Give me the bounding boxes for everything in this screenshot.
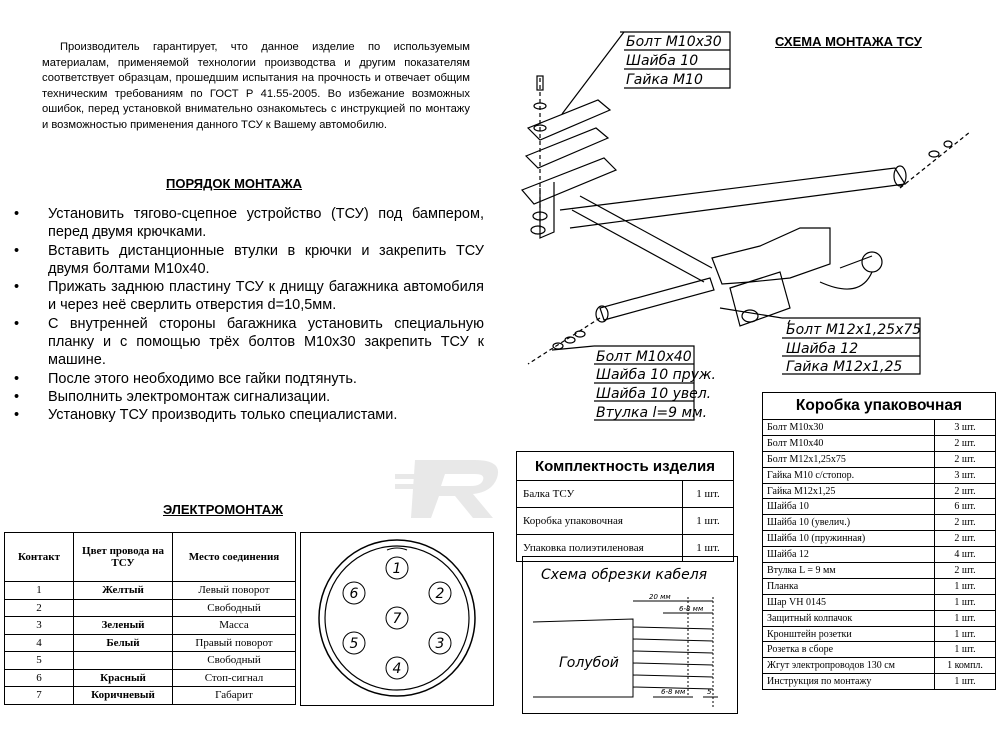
- pin-label: 2: [435, 586, 445, 602]
- cable-drawing: [523, 557, 737, 713]
- cell: 2 шт.: [935, 515, 996, 531]
- label-nut-m12: Гайка М12х1,25: [786, 359, 903, 375]
- cell: Красный: [74, 669, 173, 687]
- box-title: Коробка упаковочная: [763, 393, 996, 420]
- cell: Планка: [763, 578, 935, 594]
- cell: 4: [5, 634, 74, 652]
- table-row: [763, 674, 996, 690]
- step-item: • Выполнить электромонтаж сигнализации.: [12, 388, 484, 406]
- col-header: Контакт: [5, 533, 74, 582]
- table-row: [763, 467, 996, 483]
- electro-table: [4, 532, 296, 705]
- cell: Балка ТСУ: [517, 481, 683, 508]
- cell: 1 шт.: [935, 642, 996, 658]
- kit-title: Комплектность изделия: [517, 452, 734, 481]
- table-row: [763, 578, 996, 594]
- steps-list: [12, 205, 484, 425]
- cell: Зеленый: [74, 617, 173, 635]
- cell: 2 шт.: [935, 563, 996, 579]
- table-row: [763, 563, 996, 579]
- cell: 1 шт.: [683, 508, 734, 535]
- cell: Желтый: [74, 582, 173, 600]
- table-row: [5, 634, 296, 652]
- step-item: • Вставить дистанционные втулки в крючки и закрепить ТСУ двумя болтами М10х40.: [12, 242, 484, 279]
- dim-label: 5: [707, 688, 712, 696]
- pin-label: 3: [435, 636, 445, 652]
- cell: Шайба 10: [763, 499, 935, 515]
- cell: 1 шт.: [683, 481, 734, 508]
- label-washer-12: Шайба 12: [786, 341, 859, 357]
- cell: Левый поворот: [173, 582, 296, 600]
- cell: 5: [5, 652, 74, 670]
- cell: Кронштейн розетки: [763, 626, 935, 642]
- cell: 3 шт.: [935, 467, 996, 483]
- cell: 2 шт.: [935, 435, 996, 451]
- table-row: [763, 658, 996, 674]
- cell: [74, 652, 173, 670]
- table-row: [763, 515, 996, 531]
- cell: 7: [5, 687, 74, 705]
- step-item: • Установить тягово-сцепное устройство (ТСУ) под бампером, перед двумя крючками.: [12, 205, 484, 242]
- table-row: [5, 652, 296, 670]
- table-row: [5, 617, 296, 635]
- cell: 1 компл.: [935, 658, 996, 674]
- dim-label: 6-8 мм: [679, 605, 704, 613]
- cell: 1 шт.: [935, 674, 996, 690]
- table-row: [763, 531, 996, 547]
- cell: Жгут электропроводов 130 см: [763, 658, 935, 674]
- pin-label: 1: [392, 561, 402, 577]
- col-header: Цвет провода на ТСУ: [74, 533, 173, 582]
- table-row: [5, 669, 296, 687]
- cell: 4 шт.: [935, 547, 996, 563]
- socket-pinout: [301, 533, 492, 704]
- intro-text: Производитель гарантирует, что данное изделие по используемым материалам, применяемой технологии производства и другим показателям соответствует образцам, прошедшим испытания на прочность и отвечает общим техническим требованиям по ГОСТ Р 41.55-2005. Во избежание возможных ошибок, перед установкой внимательно ознакомьтесь с инструкцией по монтажу и возможностью применения данного ТСУ к Вашему автомобилю.: [42, 41, 470, 131]
- cell: Коробка упаковочная: [517, 508, 683, 535]
- cell: 6 шт.: [935, 499, 996, 515]
- cell: Шайба 12: [763, 547, 935, 563]
- cell: 1: [5, 582, 74, 600]
- electro-title: ЭЛЕКТРОМОНТАЖ: [163, 502, 283, 517]
- cell: Болт М10х30: [763, 420, 935, 436]
- cell: Гайка М10 с/стопор.: [763, 467, 935, 483]
- cell: Коричневый: [74, 687, 173, 705]
- cell: 6: [5, 669, 74, 687]
- assembly-drawing: [500, 28, 995, 428]
- label-bushing: Втулка l=9 мм.: [596, 405, 708, 421]
- table-row: [763, 435, 996, 451]
- label-nut-m10: Гайка М10: [626, 72, 703, 88]
- cell: Масса: [173, 617, 296, 635]
- table-row: [763, 420, 996, 436]
- cell: 1 шт.: [935, 626, 996, 642]
- cell: Правый поворот: [173, 634, 296, 652]
- table-row: [763, 483, 996, 499]
- table-row: [5, 582, 296, 600]
- cell: 2: [5, 599, 74, 617]
- pin-label: 6: [349, 586, 359, 602]
- table-row: [763, 451, 996, 467]
- cable-scheme: [522, 556, 738, 714]
- cell: 1 шт.: [935, 594, 996, 610]
- pin-label: 4: [392, 661, 402, 677]
- cell: Гайка М12х1,25: [763, 483, 935, 499]
- table-row: [763, 594, 996, 610]
- cell: Инструкция по монтажу: [763, 674, 935, 690]
- label-bolt-m12: Болт М12х1,25х75: [786, 322, 922, 338]
- dim-label: 20 мм: [649, 593, 671, 601]
- cell: 2 шт.: [935, 531, 996, 547]
- label-washer-spring: Шайба 10 пруж.: [596, 367, 716, 383]
- cell: [74, 599, 173, 617]
- cell: Свободный: [173, 652, 296, 670]
- cell: Габарит: [173, 687, 296, 705]
- table-row: [763, 642, 996, 658]
- table-row: [5, 687, 296, 705]
- table-row: [763, 547, 996, 563]
- wire-label: Голубой: [559, 655, 619, 671]
- cell: Свободный: [173, 599, 296, 617]
- table-row: [5, 599, 296, 617]
- pin-label: 7: [392, 611, 402, 627]
- table-row: [763, 626, 996, 642]
- label-bolt-m10x30: Болт М10х30: [626, 34, 722, 50]
- cell: Втулка L = 9 мм: [763, 563, 935, 579]
- cell: Упаковка полиэтиленовая: [517, 535, 683, 562]
- label-bolt-m10x40: Болт М10х40: [596, 349, 692, 365]
- table-row: [763, 499, 996, 515]
- cell: Болт М10х40: [763, 435, 935, 451]
- watermark-logo: [395, 452, 520, 527]
- col-header: Место соединения: [173, 533, 296, 582]
- step-item: • Установку ТСУ производить только специалистами.: [12, 406, 484, 424]
- box-table: [762, 392, 996, 690]
- cable-title: Схема обрезки кабеля: [541, 567, 708, 583]
- order-title: ПОРЯДОК МОНТАЖА: [166, 176, 303, 191]
- label-washer-10: Шайба 10: [626, 53, 699, 69]
- cell: 2 шт.: [935, 451, 996, 467]
- cell: 3 шт.: [935, 420, 996, 436]
- pin-label: 5: [349, 636, 359, 652]
- label-washer-big: Шайба 10 увел.: [596, 386, 712, 402]
- cell: 1 шт.: [935, 610, 996, 626]
- dim-label: 6-8 мм: [661, 688, 686, 696]
- cell: Розетка в сборе: [763, 642, 935, 658]
- table-row: [517, 481, 734, 508]
- step-item: • Прижать заднюю пластину ТСУ к днищу багажника автомобиля и через неё сверлить отверстия d=10,5мм.: [12, 278, 484, 315]
- cell: 1 шт.: [935, 578, 996, 594]
- cell: Защитный колпачок: [763, 610, 935, 626]
- cell: Болт М12х1,25х75: [763, 451, 935, 467]
- table-row: [517, 508, 734, 535]
- step-item: • С внутренней стороны багажника установить специальную планку и с помощью трёх болтов М10х30 закрепить ТСУ к машине.: [12, 315, 484, 370]
- connector-diagram: [300, 532, 494, 706]
- cell: 3: [5, 617, 74, 635]
- table-row: [763, 610, 996, 626]
- cell: Шайба 10 (увелич.): [763, 515, 935, 531]
- scheme-title: СХЕМА МОНТАЖА ТСУ: [775, 34, 922, 49]
- cell: Шар VH 0145: [763, 594, 935, 610]
- cell: Стоп-сигнал: [173, 669, 296, 687]
- cell: 2 шт.: [935, 483, 996, 499]
- cell: Белый: [74, 634, 173, 652]
- cell: Шайба 10 (пружинная): [763, 531, 935, 547]
- box-body: [763, 420, 996, 690]
- step-item: • После этого необходимо все гайки подтянуть.: [12, 370, 484, 388]
- cell: 1 шт.: [683, 535, 734, 562]
- kit-table: [516, 451, 734, 562]
